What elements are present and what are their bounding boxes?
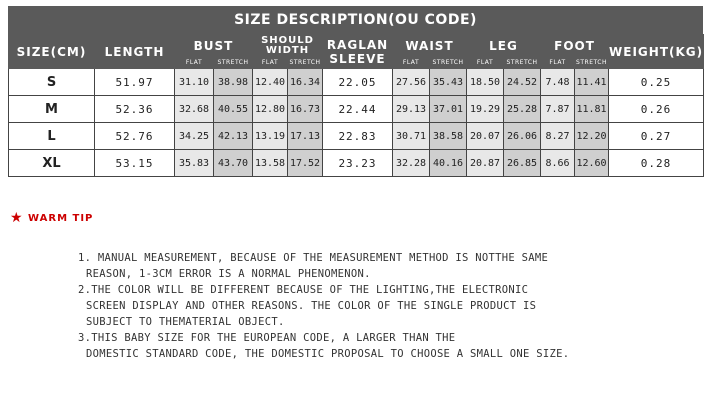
waist-stretch-cell: 38.58	[430, 123, 467, 150]
note-line: 2.THE COLOR WILL BE DIFFERENT BECAUSE OF THE LIGHTING,THE ELECTRONIC	[78, 284, 529, 296]
header-foot: FOOT	[541, 35, 609, 57]
length-cell: 53.15	[95, 150, 175, 177]
warm-tip	[10, 210, 93, 226]
shoulder-flat-cell: 13.58	[253, 150, 288, 177]
sub-stretch: STRETCH	[288, 57, 323, 69]
bust-flat-cell: 34.25	[175, 123, 214, 150]
header-size: SIZE(CM)	[9, 35, 95, 69]
length-cell: 52.76	[95, 123, 175, 150]
note-line: 3.THIS BABY SIZE FOR THE EUROPEAN CODE, A LARGER THAN THE	[78, 332, 456, 344]
bust-stretch-cell: 38.98	[214, 69, 253, 96]
header-shoulder: SHOULD WIDTH	[253, 35, 323, 57]
note-line: DOMESTIC STANDARD CODE, THE DOMESTIC PROPOSAL TO CHOOSE A SMALL ONE SIZE.	[86, 348, 570, 360]
sub-stretch: STRETCH	[430, 57, 467, 69]
table-title: SIZE DESCRIPTION(OU CODE)	[8, 6, 703, 34]
sub-flat: FLAT	[175, 57, 214, 69]
note-line: SUBJECT TO THEMATERIAL OBJECT.	[86, 316, 285, 328]
shoulder-flat-cell: 13.19	[253, 123, 288, 150]
size-cell: M	[9, 96, 95, 123]
length-cell: 51.97	[95, 69, 175, 96]
waist-flat-cell: 32.28	[393, 150, 430, 177]
leg-flat-cell: 20.87	[467, 150, 504, 177]
leg-stretch-cell: 26.06	[504, 123, 541, 150]
shoulder-flat-cell: 12.40	[253, 69, 288, 96]
size-cell: L	[9, 123, 95, 150]
leg-flat-cell: 20.07	[467, 123, 504, 150]
sub-flat: FLAT	[253, 57, 288, 69]
note-line: SCREEN DISPLAY AND OTHER REASONS. THE COLOR OF THE SINGLE PRODUCT IS	[86, 300, 537, 312]
header-length: LENGTH	[95, 35, 175, 69]
sub-flat: FLAT	[467, 57, 504, 69]
size-cell: XL	[9, 150, 95, 177]
raglan-cell: 22.44	[323, 96, 393, 123]
header-weight: WEIGHT(KG)	[609, 35, 704, 69]
shoulder-stretch-cell: 16.73	[288, 96, 323, 123]
note-line: 1. MANUAL MEASUREMENT, BECAUSE OF THE MEASUREMENT METHOD IS NOTTHE SAME	[78, 252, 549, 264]
foot-flat-cell: 7.87	[541, 96, 575, 123]
header-bust: BUST	[175, 35, 253, 57]
sub-stretch: STRETCH	[575, 57, 609, 69]
raglan-cell: 22.83	[323, 123, 393, 150]
raglan-cell: 22.05	[323, 69, 393, 96]
foot-flat-cell: 7.48	[541, 69, 575, 96]
waist-flat-cell: 30.71	[393, 123, 430, 150]
weight-cell: 0.27	[609, 123, 704, 150]
bust-flat-cell: 32.68	[175, 96, 214, 123]
waist-flat-cell: 27.56	[393, 69, 430, 96]
foot-flat-cell: 8.66	[541, 150, 575, 177]
raglan-cell: 23.23	[323, 150, 393, 177]
bust-stretch-cell: 40.55	[214, 96, 253, 123]
sub-stretch: STRETCH	[214, 57, 253, 69]
table-row	[9, 150, 704, 177]
waist-flat-cell: 29.13	[393, 96, 430, 123]
sub-flat: FLAT	[393, 57, 430, 69]
sub-stretch: STRETCH	[504, 57, 541, 69]
bust-flat-cell: 35.83	[175, 150, 214, 177]
weight-cell: 0.25	[609, 69, 704, 96]
weight-cell: 0.26	[609, 96, 704, 123]
size-table	[8, 34, 704, 177]
leg-stretch-cell: 26.85	[504, 150, 541, 177]
header-raglan: RAGLAN SLEEVE	[323, 35, 393, 69]
leg-flat-cell: 19.29	[467, 96, 504, 123]
warm-tip-label: WARM TIP	[28, 213, 94, 224]
leg-stretch-cell: 25.28	[504, 96, 541, 123]
bust-stretch-cell: 43.70	[214, 150, 253, 177]
weight-cell: 0.28	[609, 150, 704, 177]
note-line: REASON, 1-3CM ERROR IS A NORMAL PHENOMENON.	[86, 268, 371, 280]
header-leg: LEG	[467, 35, 541, 57]
star-icon: ★	[10, 210, 24, 226]
table-row	[9, 123, 704, 150]
length-cell: 52.36	[95, 96, 175, 123]
foot-stretch-cell: 11.81	[575, 96, 609, 123]
shoulder-flat-cell: 12.80	[253, 96, 288, 123]
waist-stretch-cell: 37.01	[430, 96, 467, 123]
foot-flat-cell: 8.27	[541, 123, 575, 150]
leg-stretch-cell: 24.52	[504, 69, 541, 96]
sub-flat: FLAT	[541, 57, 575, 69]
size-cell: S	[9, 69, 95, 96]
shoulder-stretch-cell: 16.34	[288, 69, 323, 96]
shoulder-stretch-cell: 17.13	[288, 123, 323, 150]
shoulder-stretch-cell: 17.52	[288, 150, 323, 177]
foot-stretch-cell: 12.20	[575, 123, 609, 150]
bust-stretch-cell: 42.13	[214, 123, 253, 150]
waist-stretch-cell: 35.43	[430, 69, 467, 96]
table-row	[9, 96, 704, 123]
header-waist: WAIST	[393, 35, 467, 57]
table-row	[9, 69, 704, 96]
leg-flat-cell: 18.50	[467, 69, 504, 96]
notes	[78, 250, 569, 362]
bust-flat-cell: 31.10	[175, 69, 214, 96]
foot-stretch-cell: 12.60	[575, 150, 609, 177]
foot-stretch-cell: 11.41	[575, 69, 609, 96]
waist-stretch-cell: 40.16	[430, 150, 467, 177]
